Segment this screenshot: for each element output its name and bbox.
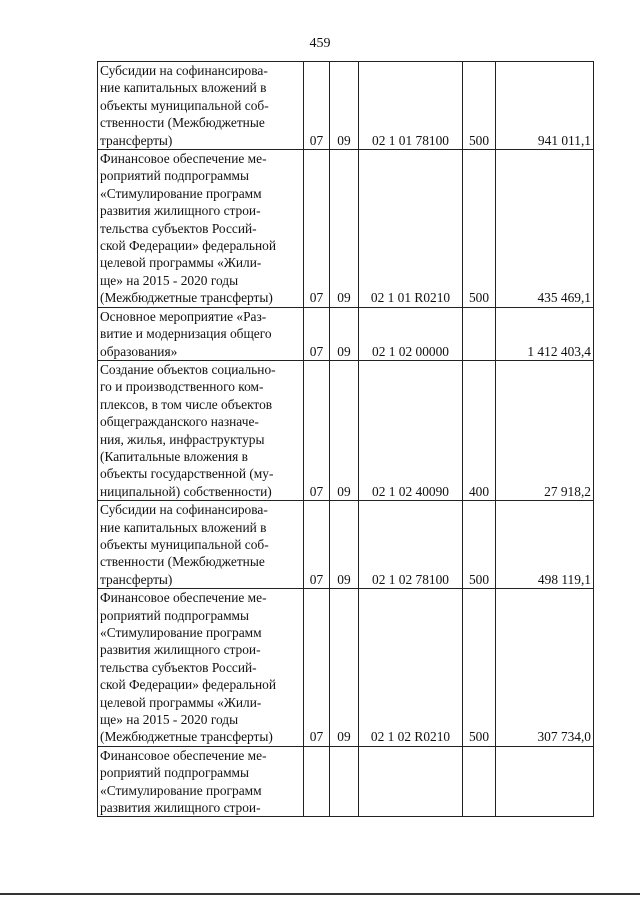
expense-name-line: ще» на 2015 - 2020 годы <box>100 272 239 288</box>
section-code-cell: 07 <box>304 360 330 500</box>
table-row <box>98 62 594 150</box>
expense-name-line: Создание объектов социально- <box>100 361 276 377</box>
expense-name-line: роприятий подпрограммы <box>100 168 250 184</box>
subsection-code-cell: 09 <box>330 589 359 747</box>
expense-name-line: Финансовое обеспечение ме- <box>100 151 267 167</box>
target-article-cell <box>359 746 463 817</box>
expense-name-line: роприятий подпрограммы <box>100 765 250 781</box>
expense-name-cell <box>98 360 304 500</box>
expense-type-cell <box>463 746 496 817</box>
expense-name-line: (Межбюджетные трансферты) <box>100 290 273 306</box>
expense-name-line: Финансовое обеспечение ме- <box>100 590 267 606</box>
expense-name-line: ще» на 2015 - 2020 годы <box>100 712 239 728</box>
section-code-cell: 07 <box>304 589 330 747</box>
expense-type-cell: 500 <box>463 501 496 589</box>
subsection-code-cell: 09 <box>330 501 359 589</box>
section-code-cell: 07 <box>304 501 330 589</box>
expense-name-line: ственности (Межбюджетные <box>100 115 265 131</box>
expense-name-line: «Стимулирование программ <box>100 625 262 640</box>
expense-name-line: «Стимулирование программ <box>100 782 262 798</box>
table-row <box>98 746 594 817</box>
expense-name-line: ской Федерации» федеральной <box>100 238 277 254</box>
subsection-code-cell: 09 <box>330 150 359 308</box>
expense-name-line: Субсидии на софинансирова- <box>100 63 268 78</box>
table-row <box>98 360 594 500</box>
amount-cell: 435 469,1 <box>496 150 594 308</box>
expense-name-line: (Капитальные вложения в <box>100 448 249 464</box>
expense-type-cell: 400 <box>463 360 496 500</box>
target-article-cell: 02 1 02 40090 <box>359 360 463 500</box>
target-article-cell: 02 1 01 78100 <box>359 62 463 150</box>
expense-name-line: ниципальной) собственности) <box>100 483 272 499</box>
expense-name-line: целевой программы «Жили- <box>100 255 262 271</box>
table-row <box>98 501 594 589</box>
expense-name-line: тельства субъектов Россий- <box>100 659 257 675</box>
amount-cell: 1 412 403,4 <box>496 307 594 360</box>
expense-name-line: ние капитальных вложений в <box>100 519 267 535</box>
expense-name-line: го и производственного ком- <box>100 379 264 395</box>
expense-name-line: Финансовое обеспечение ме- <box>100 747 267 763</box>
expense-name-line: общегражданского назначе- <box>100 414 259 430</box>
target-article-cell: 02 1 01 R0210 <box>359 150 463 308</box>
expense-name-line: трансферты) <box>100 571 173 587</box>
subsection-code-cell: 09 <box>330 62 359 150</box>
expense-name-cell <box>98 589 304 747</box>
expense-name-cell <box>98 62 304 150</box>
expense-name-line: ской Федерации» федеральной <box>100 677 277 693</box>
expense-name-cell <box>98 150 304 308</box>
expense-name-line: ственности (Межбюджетные <box>100 554 265 570</box>
target-article-cell: 02 1 02 R0210 <box>359 589 463 747</box>
expense-name-line: трансферты) <box>100 132 173 148</box>
expense-name-line: (Межбюджетные трансферты) <box>100 729 273 745</box>
expense-name-line: витие и модернизация общего <box>100 326 272 342</box>
expense-type-cell <box>463 307 496 360</box>
expense-name-line: образования» <box>100 343 178 359</box>
expense-name-cell <box>98 307 304 360</box>
expense-name-line: объекты муниципальной соб- <box>100 536 269 552</box>
budget-table <box>97 61 594 817</box>
section-code-cell: 07 <box>304 307 330 360</box>
section-code-cell: 07 <box>304 150 330 308</box>
expense-name-line: развития жилищного строи- <box>100 642 261 658</box>
target-article-cell: 02 1 02 78100 <box>359 501 463 589</box>
amount-cell <box>496 746 594 817</box>
expense-name-line: объекты муниципальной соб- <box>100 97 269 113</box>
expense-name-line: ние капитальных вложений в <box>100 80 267 96</box>
expense-name-line: развития жилищного строи- <box>100 203 261 219</box>
budget-table-body <box>98 62 594 817</box>
page-number: 459 <box>309 36 331 51</box>
expense-name-cell <box>98 501 304 589</box>
expense-name-line: плексов, в том числе объектов <box>100 396 273 412</box>
section-code-cell <box>304 746 330 817</box>
expense-type-cell: 500 <box>463 62 496 150</box>
expense-name-line: Субсидии на софинансирова- <box>100 502 268 518</box>
subsection-code-cell <box>330 746 359 817</box>
bottom-rule <box>0 893 640 895</box>
expense-name-line: объекты государственной (му- <box>100 466 274 482</box>
table-row <box>98 589 594 747</box>
expense-name-cell <box>98 746 304 817</box>
expense-name-line: развития жилищного строи- <box>100 800 261 816</box>
expense-type-cell: 500 <box>463 589 496 747</box>
expense-name-line: тельства субъектов Россий- <box>100 220 257 236</box>
subsection-code-cell: 09 <box>330 307 359 360</box>
expense-name-line: Основное мероприятие «Раз- <box>100 308 267 324</box>
target-article-cell: 02 1 02 00000 <box>359 307 463 360</box>
amount-cell: 941 011,1 <box>496 62 594 150</box>
amount-cell: 307 734,0 <box>496 589 594 747</box>
expense-type-cell: 500 <box>463 150 496 308</box>
expense-name-line: «Стимулирование программ <box>100 185 262 201</box>
section-code-cell: 07 <box>304 62 330 150</box>
table-row <box>98 307 594 360</box>
amount-cell: 27 918,2 <box>496 360 594 500</box>
expense-name-line: роприятий подпрограммы <box>100 607 250 623</box>
table-row <box>98 150 594 308</box>
expense-name-line: целевой программы «Жили- <box>100 694 262 710</box>
expense-name-line: ния, жилья, инфраструктуры <box>100 431 265 447</box>
subsection-code-cell: 09 <box>330 360 359 500</box>
amount-cell: 498 119,1 <box>496 501 594 589</box>
